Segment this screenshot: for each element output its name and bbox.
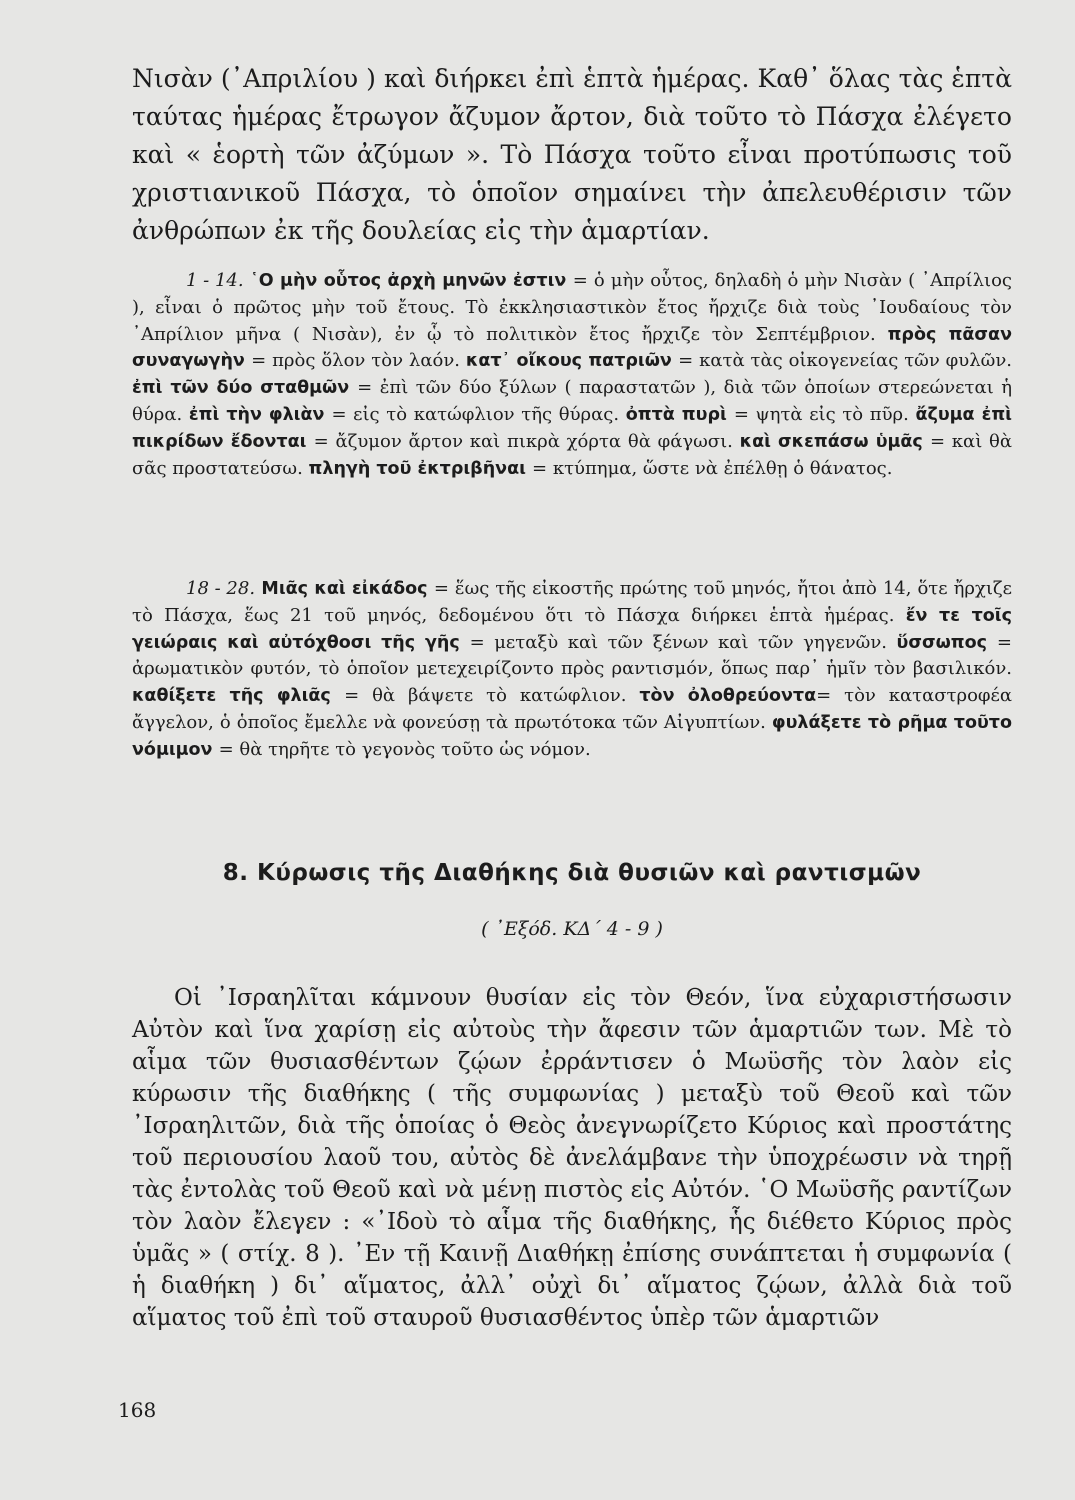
body-paragraph-1: Νισὰν (᾿Απριλίου ) καὶ διήρκει ἐπὶ ἑπτὰ ἡμέρας. Καθ᾿ ὅλας τὰς ἑπτὰ ταύτας ἡμέρας ἔτρωγον ἄζυμον ἄρτον, διὰ τοῦτο τὸ Πάσχα ἐλέγετο καὶ « ἑορτὴ τῶν ἀζύμων ». Τὸ Πάσχα τοῦτο εἶναι προτύπωσις τοῦ χριστιανικοῦ Πάσχα, τὸ ὁποῖον σημαίνει τὴν ἀπελευθέρισιν τῶν ἀνθρώπων ἐκ τῆς δουλείας εἰς τὴν ἁμαρτίαν. (132, 64, 1012, 245)
lemma-explanation: = τὸν καταστροφέα ἄγγελον, ὁ ὁποῖος ἔμελλε νὰ φονεύσῃ τὰ πρωτότοκα τῶν Αἰγυπτίων. (132, 685, 1013, 733)
lemma-term: πληγὴ τοῦ ἐκτριβῆναι (308, 458, 533, 479)
lemma-explanation: = ἀρωματικὸν φυτόν, τὸ ὁποῖον μετεχειρίζοντο πρὸς ραντισμόν, ὅπως παρ᾿ ἡμῖν τὸν βασιλικόν. (132, 631, 1012, 680)
lemma-term: ἄζυμα ἐπὶ πικρίδων ἔδονται (132, 404, 1013, 452)
lemma-explanation: = μεταξὺ καὶ τῶν ξένων καὶ τῶν γηγενῶν. (469, 631, 897, 653)
lemma-explanation: = θὰ τηρῆτε τὸ γεγονὸς τοῦτο ὡς νόμον. (218, 738, 591, 760)
lemma-term: καθίξετε τῆς φλιᾶς (132, 686, 345, 707)
page-number: 168 (118, 1398, 157, 1422)
lemma-explanation: = ἕως τῆς εἰκοστῆς πρώτης τοῦ μηνός, ἤτοι ἀπὸ 14, ὅτε ἤρχιζε τὸ Πάσχα, ἕως 21 τοῦ μηνός, δεδομένου ὅτι τὸ Πάσχα διήρκει ἑπτὰ ἡμέρας. (132, 578, 1012, 626)
lemma-term: ὕσσωπος (896, 632, 997, 653)
section-heading: 8. Κύρωσις τῆς Διαθήκης διὰ θυσιῶν καὶ ραντισμῶν (222, 860, 922, 886)
lemma-term: ἐπὶ τῶν δύο σταθμῶν (132, 378, 358, 399)
verse-notes-1-14 (132, 268, 1012, 482)
lemma-term: κατ᾿ οἴκους πατριῶν (465, 351, 679, 372)
lemma-explanation: = ψητὰ εἰς τὸ πῦρ. (733, 403, 916, 425)
body-paragraph-2: Οἱ ᾿Ισραηλῖται κάμνουν θυσίαν εἰς τὸν Θεόν, ἵνα εὐχαριστήσωσιν Αὐτὸν καὶ ἵνα χαρίσῃ εἰς αὐτοὺς τὴν ἄφεσιν τῶν ἁμαρτιῶν των. Μὲ τὸ αἷμα τῶν θυσιασθέντων ζῴων ἐρράντισεν ὁ Μωϋσῆς τὸν λαὸν εἰς κύρωσιν τῆς διαθήκης ( τῆς συμφωνίας ) μεταξὺ τοῦ Θεοῦ καὶ τῶν ᾿Ισραηλιτῶν, διὰ τῆς ὁποίας ὁ Θεὸς ἀνεγνωρίζετο Κύριος καὶ προστάτης τοῦ περιουσίου λαοῦ του, αὐτὸς δὲ ἀνελάμβανε τὴν ὑποχρέωσιν νὰ τηρῇ τὰς ἐντολὰς τοῦ Θεοῦ καὶ νὰ μένῃ πιστὸς εἰς Αὐτόν. ῾Ο Μωϋσῆς ραντίζων τὸν λαὸν ἔλεγεν : «᾿Ιδοὺ τὸ αἷμα τῆς διαθήκης, ἧς διέθετο Κύριος πρὸς ὑμᾶς » ( στίχ. 8 ). ᾿Εν τῇ Καινῇ Διαθήκῃ ἐπίσης συνάπτεται ἡ συμφωνία ( ἡ διαθήκη ) δι᾿ αἵματος, ἀλλ᾿ οὐχὶ δι᾿ αἵματος ζῴων, ἀλλὰ διὰ τοῦ αἵματος τοῦ ἐπὶ τοῦ σταυροῦ θυσιασθέντος ὑπὲρ τῶν ἁμαρτιῶν (132, 985, 1012, 1331)
lemma-term: ἐπὶ τὴν φλιὰν (188, 404, 332, 425)
lemma-explanation: = θὰ βάψετε τὸ κατώφλιον. (344, 685, 640, 707)
verse-reference: 18 - 28. (186, 578, 256, 599)
lemma-term: ἔν τε τοῖς γειώραις καὶ αὐτόχθοσι τῆς γῆς (132, 605, 1013, 653)
lemma-explanation: = ἐπὶ τῶν δύο ξύλων ( παραστατῶν ), διὰ τῶν ὁποίων στερεώνεται ἡ θύρα. (132, 377, 1012, 425)
lemma-explanation: = ὁ μὴν οὗτος, δηλαδὴ ὁ μὴν Νισὰν ( ᾿Απρίλιος ), εἶναι ὁ πρῶτος μὴν τοῦ ἔτους. Τὸ ἐκκλησιαστικὸν ἔτος ἤρχιζε διὰ τοὺς ᾿Ιουδαίους τὸν ᾿Απρίλιον μῆνα ( Νισὰν), ἐν ᾧ τὸ πολιτικὸν ἔτος ἤρχιζε τὸν Σεπτέμβριον. (132, 270, 1012, 345)
lemma-explanation: = καὶ θὰ σᾶς προστατεύσω. (132, 430, 1013, 479)
lemma-explanation: = κτύπημα, ὥστε νὰ ἐπέλθῃ ὁ θάνατος. (532, 457, 893, 479)
lemma-term: ῾Ο μὴν οὗτος ἀρχὴ μηνῶν ἐστιν (243, 271, 573, 291)
lemma-term: ὀπτὰ πυρὶ (625, 404, 734, 425)
verse-reference: 1 - 14. (186, 270, 244, 291)
lemma-explanation: = εἰς τὸ κατώφλιον τῆς θύρας. (331, 403, 626, 425)
lemma-explanation: = κατὰ τὰς οἰκογενείας τῶν φυλῶν. (678, 350, 1012, 372)
lemma-explanation: = πρὸς ὅλον τὸν λαόν. (251, 350, 466, 372)
lemma-term: τὸν ὀλοθρεύοντα (639, 686, 817, 707)
verse-notes-18-28 (132, 576, 1012, 764)
lemma-term: φυλάξετε τὸ ρῆμα τοῦτο νόμιμον (132, 712, 1012, 760)
section-subheading: ( ᾿Εξόδ. ΚΔ΄ 4 - 9 ) (481, 918, 663, 940)
lemma-term: καὶ σκεπάσω ὑμᾶς (739, 431, 930, 452)
lemma-explanation: = ἄζυμον ἄρτον καὶ πικρὰ χόρτα θὰ φάγωσι. (313, 430, 740, 452)
lemma-term: πρὸς πᾶσαν συναγωγὴν (132, 324, 1013, 372)
lemma-term: Μιᾶς καὶ εἰκάδος (255, 579, 434, 599)
